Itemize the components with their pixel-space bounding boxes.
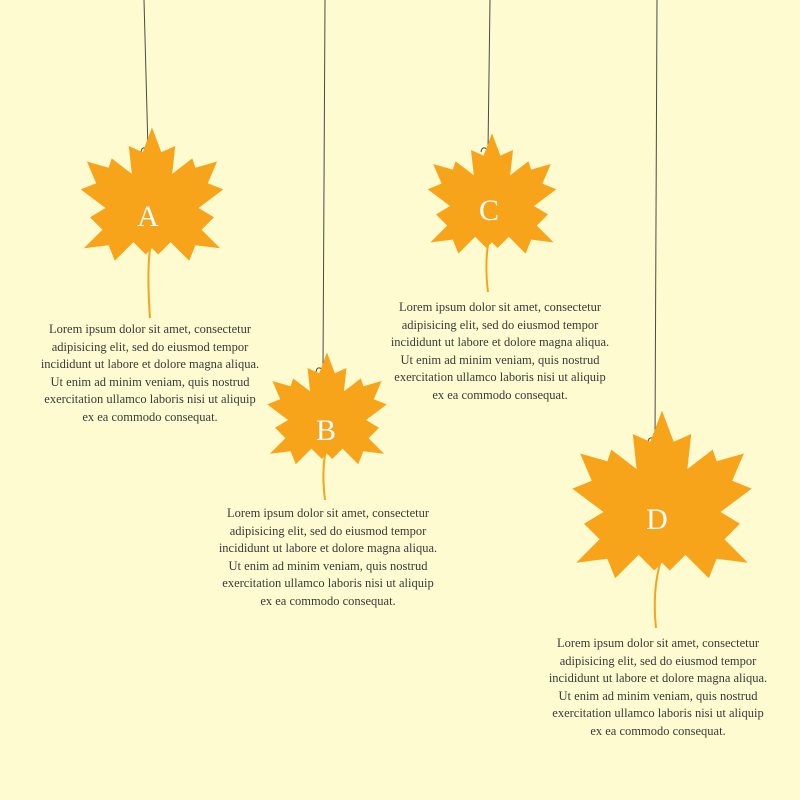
leaf-d-letter: D — [646, 503, 668, 536]
text-line: exercitation ullamco laboris nisi ut aliquip — [44, 392, 256, 406]
text-line: adipisicing elit, sed do eiusmod tempor — [559, 653, 757, 668]
text-line: adipisicing elit, sed do eiusmod tempor — [401, 317, 599, 332]
leaf-a-description — [20, 321, 280, 426]
leaf-b-icon — [267, 352, 387, 464]
leaf-b-string — [323, 0, 325, 370]
text-line: incididunt ut labore et dolore magna aliqua. — [390, 335, 610, 349]
leaf-a-string — [144, 0, 148, 150]
text-line: Lorem ipsum dolor sit amet, consectetur — [398, 300, 602, 314]
text-line: incididunt ut labore et dolore magna aliqua. — [218, 541, 438, 555]
text-line: ex ea commodo consequat. — [82, 409, 218, 424]
text-line: adipisicing elit, sed do eiusmod tempor — [51, 339, 249, 354]
text-line: Lorem ipsum dolor sit amet, consectetur — [48, 322, 252, 336]
leaf-d-stem — [655, 560, 661, 628]
text-line: ex ea commodo consequat. — [590, 723, 726, 738]
text-line: Ut enim ad minim veniam, quis nostrud — [228, 558, 428, 573]
text-line: ex ea commodo consequat. — [260, 593, 396, 608]
leaf-c-letter: C — [478, 194, 500, 227]
text-line: Lorem ipsum dolor sit amet, consectetur — [556, 636, 760, 650]
text-line: incididunt ut labore et dolore magna aliqua. — [548, 671, 768, 685]
text-line: ex ea commodo consequat. — [432, 387, 568, 402]
text-line: exercitation ullamco laboris nisi ut aliquip — [222, 576, 434, 590]
text-line: exercitation ullamco laboris nisi ut aliquip — [552, 706, 764, 720]
leaf-b-description — [198, 505, 458, 610]
leaf-a-group — [81, 0, 224, 318]
text-line: incididunt ut labore et dolore magna aliqua. — [40, 357, 260, 371]
leaf-d-string — [655, 0, 657, 440]
text-line: Ut enim ad minim veniam, quis nostrud — [558, 688, 758, 703]
text-line: Lorem ipsum dolor sit amet, consectetur — [226, 506, 430, 520]
text-line: exercitation ullamco laboris nisi ut aliquip — [394, 370, 606, 384]
leaf-b-letter: B — [315, 414, 337, 447]
leaf-a-icon — [81, 127, 224, 260]
leaf-d-icon — [572, 411, 751, 579]
leaf-d-description — [528, 635, 788, 740]
text-line: Ut enim ad minim veniam, quis nostrud — [50, 374, 250, 389]
leaf-c-string — [488, 0, 490, 150]
leaf-b-group — [267, 0, 387, 500]
leaf-c-group — [428, 0, 557, 292]
text-line: Ut enim ad minim veniam, quis nostrud — [400, 352, 600, 367]
leaf-a-letter: A — [137, 200, 159, 233]
leaf-c-description — [370, 299, 630, 404]
text-line: adipisicing elit, sed do eiusmod tempor — [229, 523, 427, 538]
